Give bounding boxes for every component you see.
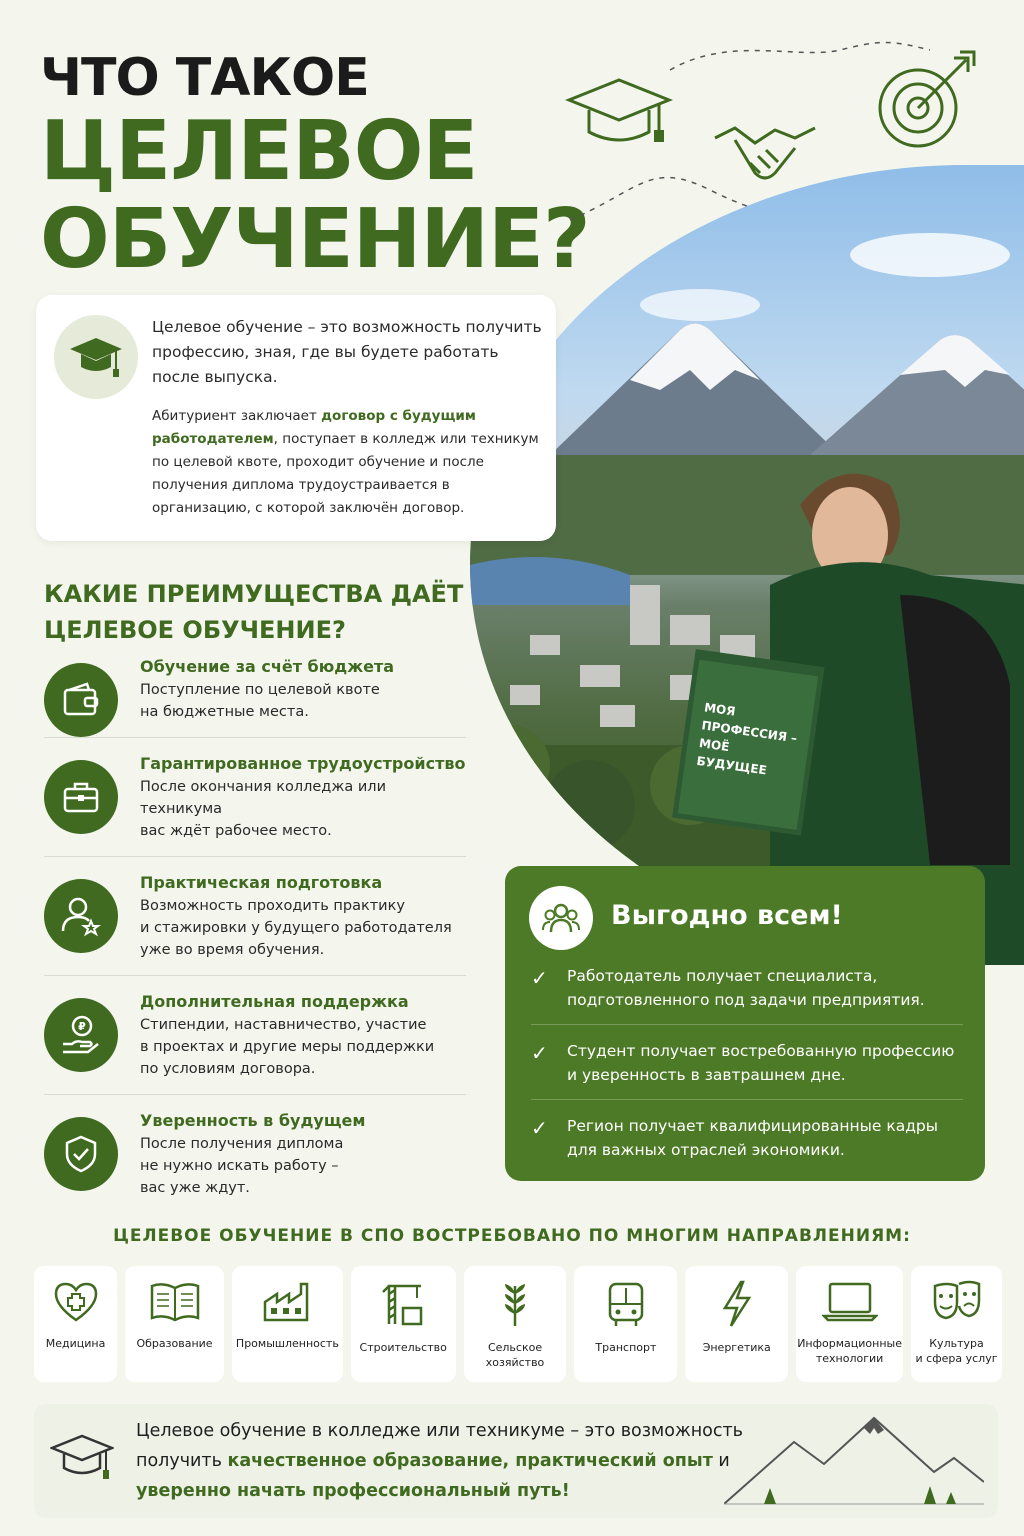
advantage-text: Стипендии, наставничество, участие в проектах и другие меры поддержки по условиям договора. — [140, 1017, 435, 1077]
advantage-title: Обучение за счёт бюджета — [140, 657, 395, 676]
lightning-icon — [719, 1280, 755, 1328]
footer-text-part: Целевое обучение в колледже или техникуме – это возможность получить — [136, 1421, 743, 1471]
benefit-item — [531, 964, 963, 1025]
advantages-heading: КАКИЕ ПРЕИМУЩЕСТВА ДАЁТ ЦЕЛЕВОЕ ОБУЧЕНИЕ? — [44, 580, 464, 644]
advantage-text: После окончания колледжа или техникума вас ждёт рабочее место. — [140, 779, 386, 839]
benefit-text: Регион получает квалифицированные кадры для важных отраслей экономики. — [567, 1117, 938, 1159]
direction-card — [796, 1266, 903, 1382]
advantage-text: Поступление по целевой квоте на бюджетные места. — [140, 682, 380, 720]
laptop-icon — [822, 1280, 878, 1324]
benefits-title: Выгодно всем! — [611, 900, 843, 931]
check-icon: ✓ — [531, 966, 548, 990]
intro-body-text: Абитуриент заключает — [152, 408, 322, 424]
wallet-icon — [44, 663, 118, 737]
direction-card — [232, 1266, 343, 1382]
advantage-item — [44, 871, 466, 976]
book-cover-text: МОЯ ПРОФЕССИЯ – МОЁ БУДУЩЕЕ — [695, 700, 798, 778]
benefits-panel — [505, 866, 985, 1181]
briefcase-icon — [44, 760, 118, 834]
directions-heading: ЦЕЛЕВОЕ ОБУЧЕНИЕ В СПО ВОСТРЕБОВАНО ПО МНОГИМ НАПРАВЛЕНИЯМ: — [113, 1226, 911, 1246]
direction-label: Энергетика — [702, 1341, 771, 1354]
title-line-2: ЦЕЛЕВОЕ — [40, 104, 478, 199]
direction-card — [351, 1266, 456, 1382]
intro-body — [152, 405, 547, 520]
mountains-illustration — [724, 1412, 984, 1512]
benefit-item — [531, 1114, 963, 1174]
directions-row — [34, 1266, 1002, 1382]
direction-card — [125, 1266, 224, 1382]
direction-label: Строительство — [359, 1341, 447, 1354]
title-line-1: ЧТО ТАКОЕ — [40, 48, 369, 108]
shield-check-icon — [44, 1117, 118, 1191]
direction-card — [574, 1266, 677, 1382]
target-icon — [870, 48, 980, 158]
advantage-title: Гарантированное трудоустройство — [140, 754, 466, 773]
graduation-cap-icon — [564, 70, 674, 160]
landscape-illustration — [470, 165, 1024, 965]
factory-icon — [261, 1280, 313, 1324]
advantage-item — [44, 1109, 466, 1213]
graduation-cap-icon — [54, 315, 138, 399]
footer-text — [136, 1416, 756, 1506]
advantage-title: Практическая подготовка — [140, 873, 383, 892]
person-star-icon — [44, 879, 118, 953]
direction-label: Культура и сфера услуг — [915, 1337, 998, 1365]
benefit-text: Студент получает востребованную профессию и уверенность в завтрашнем дне. — [567, 1042, 955, 1084]
advantage-title: Уверенность в будущем — [140, 1111, 366, 1130]
direction-card — [685, 1266, 788, 1382]
intro-body-text-2: , поступает в колледж или техникум по целевой квоте, проходит обучение и после получения диплома трудоустраивается в организацию, с которой заключён договор. — [152, 431, 539, 516]
svg-text:₽: ₽ — [78, 1020, 86, 1033]
footer-highlight: качественное образование, практический опыт — [227, 1451, 713, 1471]
footer-highlight: уверенно начать профессиональный путь! — [136, 1481, 570, 1501]
advantage-text: Возможность проходить практику и стажировки у будущего работодателя уже во время обучения. — [140, 898, 452, 958]
advantage-item — [44, 655, 466, 738]
bus-icon — [606, 1280, 646, 1328]
direction-label: Образование — [136, 1337, 213, 1350]
direction-label: Промышленность — [235, 1337, 339, 1350]
check-icon: ✓ — [531, 1116, 548, 1140]
heart-cross-icon — [52, 1280, 100, 1324]
check-icon: ✓ — [531, 1041, 548, 1065]
crane-icon — [379, 1280, 427, 1328]
footer-banner — [34, 1404, 998, 1518]
intro-card — [36, 295, 556, 541]
benefit-text: Работодатель получает специалиста, подготовленного под задачи предприятия. — [567, 967, 925, 1009]
direction-card — [911, 1266, 1002, 1382]
advantage-item — [44, 752, 466, 857]
intro-lead: Целевое обучение – это возможность получить профессию, зная, где вы будете работать после выпуска. — [152, 318, 542, 386]
book-icon — [149, 1280, 201, 1324]
advantage-title: Дополнительная поддержка — [140, 992, 409, 1011]
intro-highlight: договор с будущим работодателем — [152, 408, 476, 447]
direction-label: Транспорт — [595, 1341, 657, 1354]
direction-label: Сельское хозяйство — [485, 1341, 545, 1369]
footer-text-part: и — [712, 1451, 730, 1471]
direction-card — [464, 1266, 567, 1382]
ruble-hand-icon — [44, 998, 118, 1072]
benefits-list — [531, 964, 963, 1188]
theater-masks-icon — [931, 1280, 983, 1324]
benefit-item — [531, 1039, 963, 1100]
advantages-list — [44, 655, 466, 1227]
graduation-cap-icon — [50, 1428, 114, 1488]
wheat-icon — [493, 1280, 537, 1328]
people-group-icon — [529, 886, 593, 950]
hero-photo — [470, 165, 1024, 965]
advantage-item — [44, 990, 466, 1095]
advantage-text: После получения диплома не нужно искать работу – вас уже ждут. — [140, 1136, 344, 1196]
title-line-3: ОБУЧЕНИЕ? — [40, 192, 590, 287]
direction-label: Информационные технологии — [797, 1337, 902, 1365]
direction-label: Медицина — [45, 1337, 106, 1350]
direction-card — [34, 1266, 117, 1382]
